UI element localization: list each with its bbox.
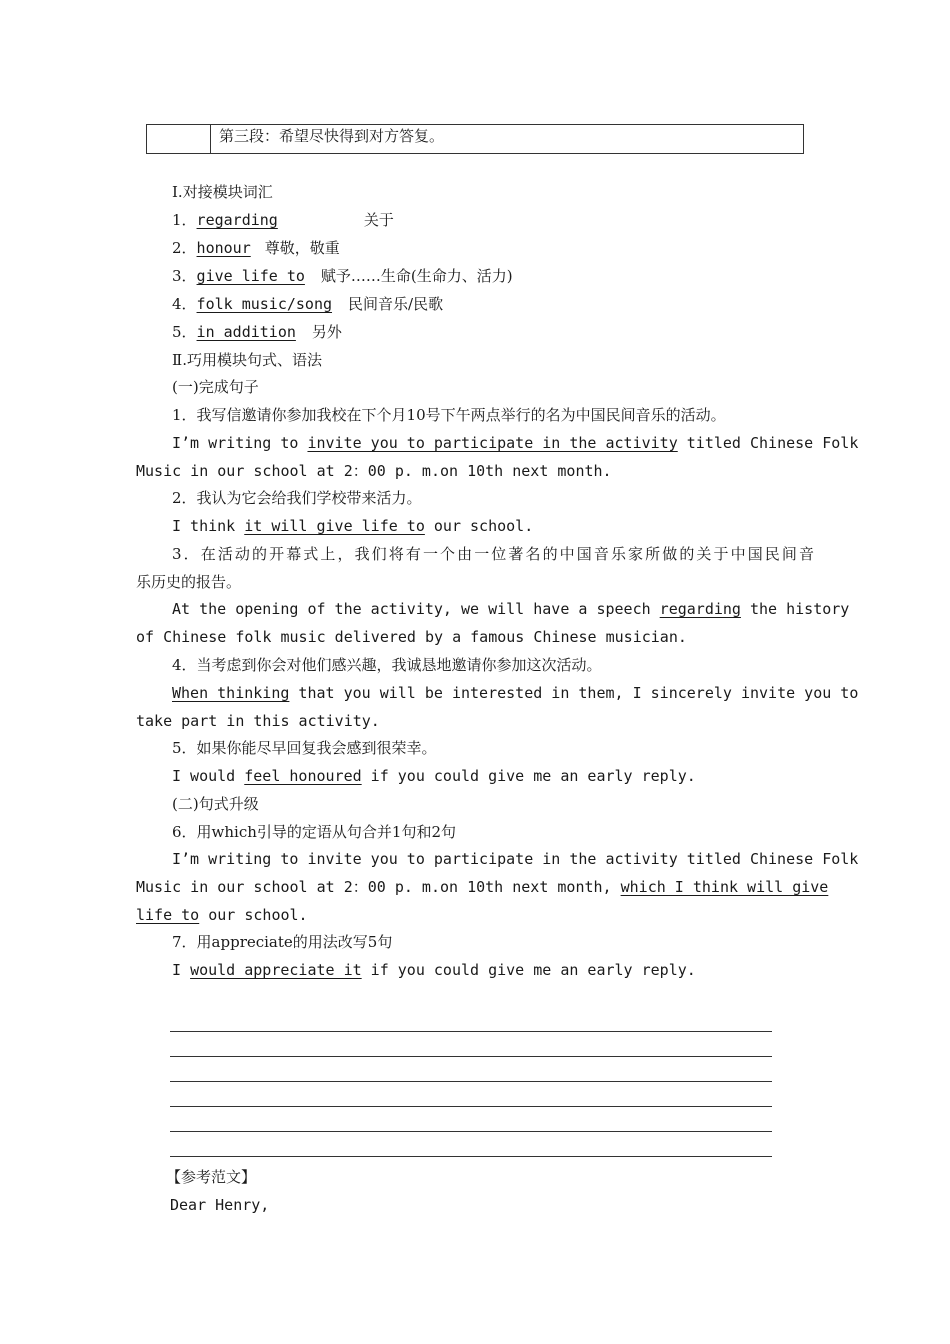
question-cn: 5．如果你能尽早回复我会感到很荣幸。 (172, 739, 437, 757)
writing-line (170, 1156, 772, 1157)
question-cn: 1．我写信邀请你参加我校在下个月10号下午两点举行的名为中国民间音乐的活动。 (172, 406, 726, 424)
vocab-item: 4．folk music/song 民间音乐/民歌 (172, 295, 444, 313)
question-cn: 6．用which引导的定语从句合并1句和2句 (172, 823, 456, 841)
table-divider (210, 125, 211, 153)
writing-line (170, 1131, 772, 1132)
answer-line: When thinking that you will be interested in them, I sincerely invite you to (172, 684, 859, 702)
section1-heading: Ⅰ.对接模块词汇 (172, 183, 273, 201)
question-cn: 3．在活动的开幕式上，我们将有一个由一位著名的中国音乐家所做的关于中国民间音 (172, 545, 814, 563)
vocab-item: 2．honour 尊敬，敬重 (172, 239, 340, 257)
answer-line: Music in our school at 2：00 p. m.on 10th next month, which I think will give (136, 878, 829, 896)
answer-line: of Chinese folk music delivered by a famous Chinese musician. (136, 628, 687, 646)
section2-heading: Ⅱ.巧用模块句式、语法 (172, 351, 322, 369)
answer-line: I’m writing to invite you to participate in the activity titled Chinese Folk (172, 434, 859, 452)
answer-line: take part in this activity. (136, 712, 380, 730)
sample-heading: 【参考范文】 (166, 1168, 257, 1186)
vocab-item: 5．in addition 另外 (172, 323, 342, 341)
answer-line: I think it will give life to our school. (172, 517, 534, 535)
outline-table (146, 124, 804, 154)
part1-heading: (一)完成句子 (172, 378, 259, 396)
answer-line: At the opening of the activity, we will have a speech regarding the history (172, 600, 850, 618)
table-cell: 第三段：希望尽快得到对方答复。 (219, 127, 445, 145)
sample-greeting: Dear Henry, (170, 1196, 270, 1214)
writing-line (170, 1106, 772, 1107)
writing-line (170, 1081, 772, 1082)
answer-line: I would feel honoured if you could give me an early reply. (172, 767, 696, 785)
part2-heading: (二)句式升级 (172, 795, 259, 813)
question-cn: 7．用appreciate的用法改写5句 (172, 933, 393, 951)
answer-line: I’m writing to invite you to participate in the activity titled Chinese Folk (172, 850, 859, 868)
writing-line (170, 1031, 772, 1032)
vocab-item: 1．regarding 关于 (172, 211, 394, 229)
answer-line: I would appreciate it if you could give me an early reply. (172, 961, 696, 979)
writing-line (170, 1056, 772, 1057)
vocab-item: 3．give life to 赋予……生命(生命力、活力) (172, 267, 513, 285)
question-cn: 乐历史的报告。 (136, 573, 242, 591)
question-cn: 4．当考虑到你会对他们感兴趣，我诚恳地邀请你参加这次活动。 (172, 656, 602, 674)
question-cn: 2．我认为它会给我们学校带来活力。 (172, 489, 422, 507)
answer-line: Music in our school at 2：00 p. m.on 10th next month. (136, 462, 612, 480)
answer-line: life to our school. (136, 906, 308, 924)
